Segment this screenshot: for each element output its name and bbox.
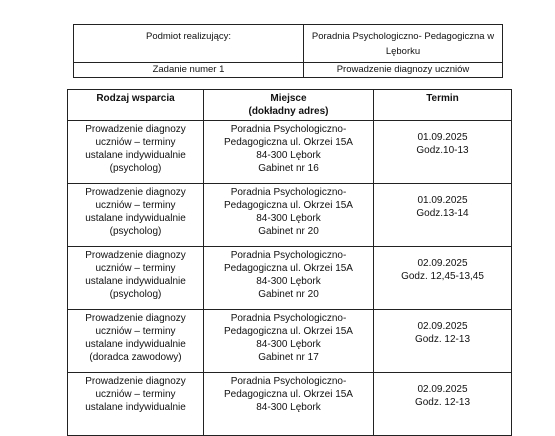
term-line: Godz.13-14 bbox=[416, 208, 469, 219]
header-term: Termin bbox=[374, 90, 512, 121]
support-line: (psycholog) bbox=[109, 226, 162, 237]
support-cell bbox=[68, 247, 204, 310]
support-line: Prowadzenie diagnozy bbox=[85, 313, 186, 324]
table-row bbox=[68, 121, 512, 184]
header-place-line2: (dokładny adres) bbox=[248, 106, 329, 117]
place-cell bbox=[204, 310, 374, 373]
place-line: Gabinet nr 17 bbox=[258, 352, 319, 363]
header-place bbox=[204, 90, 374, 121]
support-line: Prowadzenie diagnozy bbox=[85, 124, 186, 135]
place-line: Pedagogiczna ul. Okrzei 15A bbox=[224, 326, 353, 337]
table-row bbox=[68, 373, 512, 436]
place-line: Gabinet nr 16 bbox=[258, 163, 319, 174]
place-line: Poradnia Psychologiczno- bbox=[230, 313, 347, 324]
support-cell bbox=[68, 373, 204, 436]
support-line: uczniów – terminy bbox=[95, 137, 176, 148]
task-label: Zadanie numer 1 bbox=[74, 63, 304, 78]
support-line: ustalane indywidualnie bbox=[85, 339, 186, 350]
subject-label: Podmiot realizujący: bbox=[74, 25, 304, 63]
support-line: (psycholog) bbox=[109, 289, 162, 300]
support-line: ustalane indywidualnie bbox=[85, 213, 186, 224]
header-place-line1: Miejsce bbox=[270, 93, 307, 104]
place-line: Pedagogiczna ul. Okrzei 15A bbox=[224, 389, 353, 400]
term-line: 01.09.2025 bbox=[417, 132, 468, 143]
place-line: Gabinet nr 20 bbox=[258, 226, 319, 237]
task-row bbox=[74, 63, 503, 78]
support-cell bbox=[68, 184, 204, 247]
place-line: Pedagogiczna ul. Okrzei 15A bbox=[224, 200, 353, 211]
schedule-rows bbox=[68, 121, 512, 436]
support-cell bbox=[68, 121, 204, 184]
support-line: ustalane indywidualnie bbox=[85, 150, 186, 161]
table-row bbox=[68, 184, 512, 247]
place-line: Poradnia Psychologiczno- bbox=[230, 376, 347, 387]
term-line: 02.09.2025 bbox=[417, 258, 468, 269]
support-line: (doradca zawodowy) bbox=[89, 352, 182, 363]
term-line: 02.09.2025 bbox=[417, 384, 468, 395]
subject-value: Poradnia Psychologiczno- Pedagogiczna w Lęborku bbox=[304, 25, 503, 63]
support-line: ustalane indywidualnie bbox=[85, 402, 186, 413]
support-line: Prowadzenie diagnozy bbox=[85, 187, 186, 198]
project-info-table bbox=[73, 24, 503, 78]
term-cell bbox=[374, 247, 512, 310]
task-value: Prowadzenie diagnozy uczniów bbox=[304, 63, 503, 78]
term-cell bbox=[374, 184, 512, 247]
schedule-table bbox=[67, 89, 512, 436]
support-line: (psycholog) bbox=[109, 163, 162, 174]
place-line: Poradnia Psychologiczno- bbox=[230, 124, 347, 135]
table-row bbox=[68, 247, 512, 310]
term-cell bbox=[374, 310, 512, 373]
support-line: Prowadzenie diagnozy bbox=[85, 250, 186, 261]
place-cell bbox=[204, 247, 374, 310]
term-line: Godz.10-13 bbox=[416, 145, 469, 156]
support-line: uczniów – terminy bbox=[95, 326, 176, 337]
term-line: Godz. 12-13 bbox=[414, 397, 471, 408]
term-cell bbox=[374, 373, 512, 436]
support-cell bbox=[68, 310, 204, 373]
support-line: ustalane indywidualnie bbox=[85, 276, 186, 287]
term-line: 02.09.2025 bbox=[417, 321, 468, 332]
term-cell bbox=[374, 121, 512, 184]
header-support-type: Rodzaj wsparcia bbox=[68, 90, 204, 121]
schedule-header-row bbox=[68, 90, 512, 121]
term-line: Godz. 12-13 bbox=[414, 334, 471, 345]
place-line: 84-300 Lębork bbox=[256, 339, 321, 350]
place-line: 84-300 Lębork bbox=[256, 402, 321, 413]
subject-row bbox=[74, 25, 503, 63]
place-line: 84-300 Lębork bbox=[256, 276, 321, 287]
place-line: Poradnia Psychologiczno- bbox=[230, 187, 347, 198]
place-line: Poradnia Psychologiczno- bbox=[230, 250, 347, 261]
support-line: uczniów – terminy bbox=[95, 389, 176, 400]
support-line: uczniów – terminy bbox=[95, 200, 176, 211]
term-line: 01.09.2025 bbox=[417, 195, 468, 206]
place-line: Pedagogiczna ul. Okrzei 15A bbox=[224, 263, 353, 274]
place-line: Pedagogiczna ul. Okrzei 15A bbox=[224, 137, 353, 148]
support-line: Prowadzenie diagnozy bbox=[85, 376, 186, 387]
place-cell bbox=[204, 121, 374, 184]
place-line: 84-300 Lębork bbox=[256, 150, 321, 161]
term-line: Godz. 12,45-13,45 bbox=[401, 271, 484, 282]
support-line: uczniów – terminy bbox=[95, 263, 176, 274]
place-cell bbox=[204, 184, 374, 247]
place-line: Gabinet nr 20 bbox=[258, 289, 319, 300]
place-line: 84-300 Lębork bbox=[256, 213, 321, 224]
place-cell bbox=[204, 373, 374, 436]
table-row bbox=[68, 310, 512, 373]
